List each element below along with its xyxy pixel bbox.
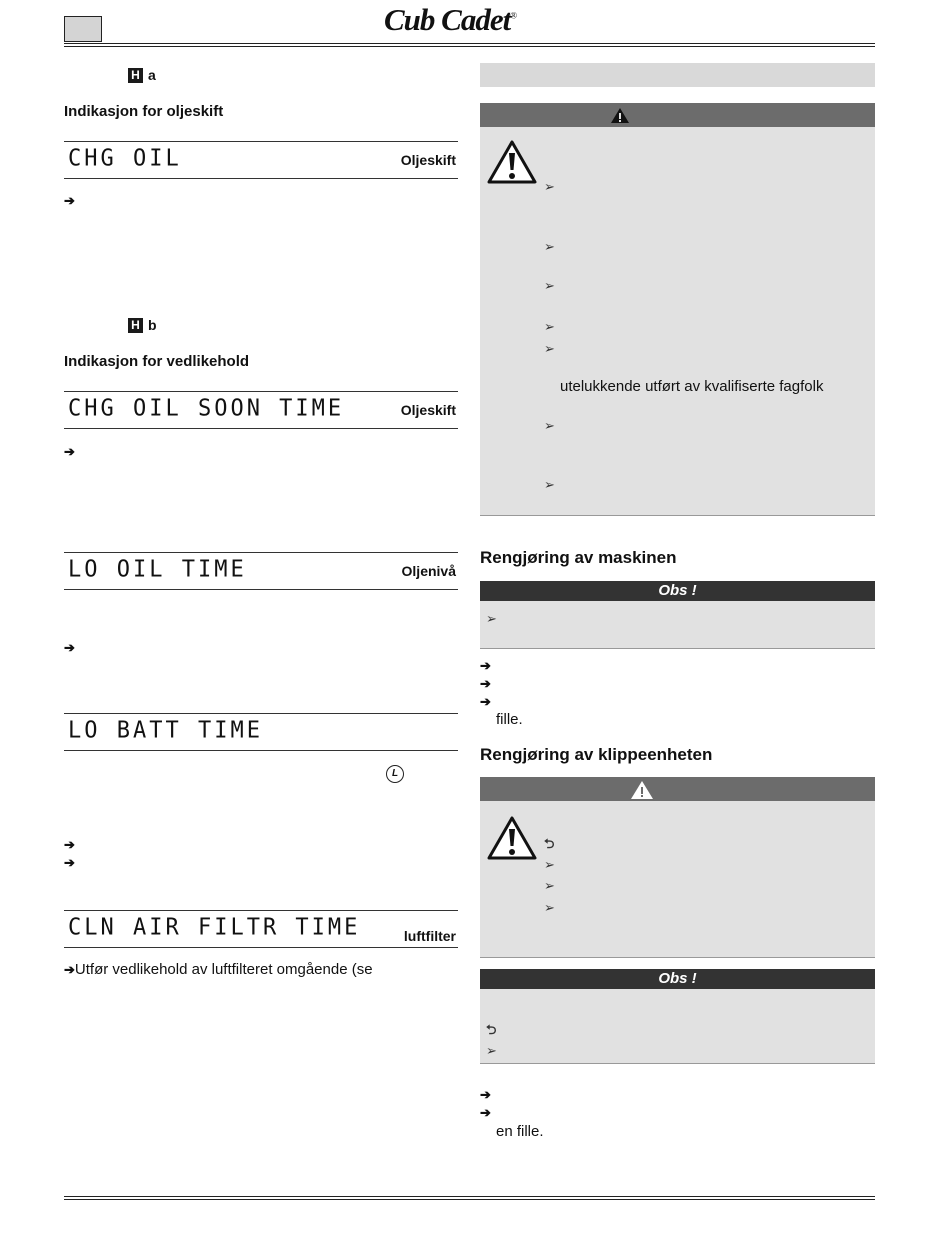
obs-panel	[480, 969, 875, 1063]
deck-text-tail: en fille.	[496, 1123, 544, 1140]
section-title-bar	[480, 63, 875, 87]
display-label: luftfilter	[403, 928, 456, 944]
lcd-text: CHG OIL SOON TIME	[68, 395, 345, 422]
warning-small-icon	[630, 780, 654, 800]
return-icon: ⮌	[544, 836, 555, 851]
lcd-text: CLN AIR FILTR TIME	[68, 914, 361, 941]
arrow-icon: ➔	[480, 1087, 491, 1102]
warning-small-icon	[610, 107, 630, 124]
display-row-lo-oil	[64, 552, 458, 590]
warning-panel	[480, 777, 875, 957]
arrow-icon: ➔	[64, 444, 75, 459]
arrow-icon: ➔	[64, 640, 75, 655]
lcd-text: LO OIL TIME	[68, 556, 247, 583]
h-badge: H	[128, 318, 143, 333]
cleaning-deck-heading: Rengjøring av klippeenheten	[480, 745, 713, 764]
header-rule	[64, 43, 875, 44]
chevron-icon: ➢	[544, 900, 555, 915]
chevron-icon: ➢	[486, 611, 497, 626]
panel-rule	[480, 957, 875, 958]
arrow-icon: ➔	[64, 837, 75, 852]
section-b-label: H b	[128, 317, 157, 335]
chevron-icon: ➢	[544, 477, 555, 492]
chevron-icon: ➢	[544, 278, 555, 293]
display-label: Oljeskift	[400, 402, 456, 418]
h-badge: H	[128, 68, 143, 83]
chevron-icon: ➢	[544, 341, 555, 356]
oil-change-heading: Indikasjon for oljeskift	[64, 103, 224, 120]
obs-bar: Obs !	[480, 581, 875, 601]
panel-rule	[480, 648, 875, 649]
warning-header-bar	[480, 103, 875, 127]
warning-triangle-icon	[486, 139, 538, 185]
chevron-icon: ➢	[544, 878, 555, 893]
lcd-text: LO BATT TIME	[68, 717, 263, 744]
warning-header-bar	[480, 777, 875, 801]
obs-panel	[480, 581, 875, 648]
warning-triangle-icon	[486, 815, 538, 861]
footer-rule-2	[64, 1199, 875, 1200]
clock-icon: L	[386, 765, 404, 783]
section-a-label: H a	[128, 67, 156, 85]
air-filter-instruction: ➔Utfør vedlikehold av luftfilteret omgående (se	[64, 961, 373, 978]
chevron-icon: ➢	[544, 239, 555, 254]
arrow-icon: ➔	[480, 1105, 491, 1120]
display-label: Oljenivå	[401, 563, 456, 579]
page-number-box	[64, 16, 102, 42]
obs-bar: Obs !	[480, 969, 875, 989]
chevron-icon: ➢	[544, 319, 555, 334]
arrow-icon: ➔	[64, 193, 75, 208]
panel-rule	[480, 1063, 875, 1064]
cub-cadet-logo: Cub Cadet®	[384, 2, 517, 37]
panel-rule	[480, 515, 875, 516]
warning-line: utelukkende utført av kvalifiserte fagfolk	[560, 378, 824, 395]
chevron-icon: ➢	[544, 418, 555, 433]
arrow-icon: ➔	[480, 694, 491, 709]
arrow-icon: ➔	[480, 658, 491, 673]
display-row-chg-oil-soon	[64, 391, 458, 429]
display-row-chg-oil	[64, 141, 458, 179]
chevron-icon: ➢	[544, 857, 555, 872]
return-icon: ⮌	[486, 1022, 497, 1037]
chevron-icon: ➢	[486, 1043, 497, 1058]
arrow-icon: ➔	[480, 676, 491, 691]
arrow-icon: ➔	[64, 855, 75, 870]
chevron-icon: ➢	[544, 179, 555, 194]
lcd-text: CHG OIL	[68, 145, 182, 172]
footer-rule	[64, 1196, 875, 1197]
display-row-cln-air-filtr	[64, 910, 458, 948]
cleaning-text-tail: fille.	[496, 711, 523, 728]
display-row-lo-batt	[64, 713, 458, 751]
maintenance-heading: Indikasjon for vedlikehold	[64, 353, 250, 370]
warning-panel	[480, 103, 875, 515]
cleaning-machine-heading: Rengjøring av maskinen	[480, 548, 677, 567]
display-label: Oljeskift	[400, 152, 456, 168]
arrow-icon: ➔	[64, 962, 75, 977]
header-rule-2	[64, 46, 875, 47]
